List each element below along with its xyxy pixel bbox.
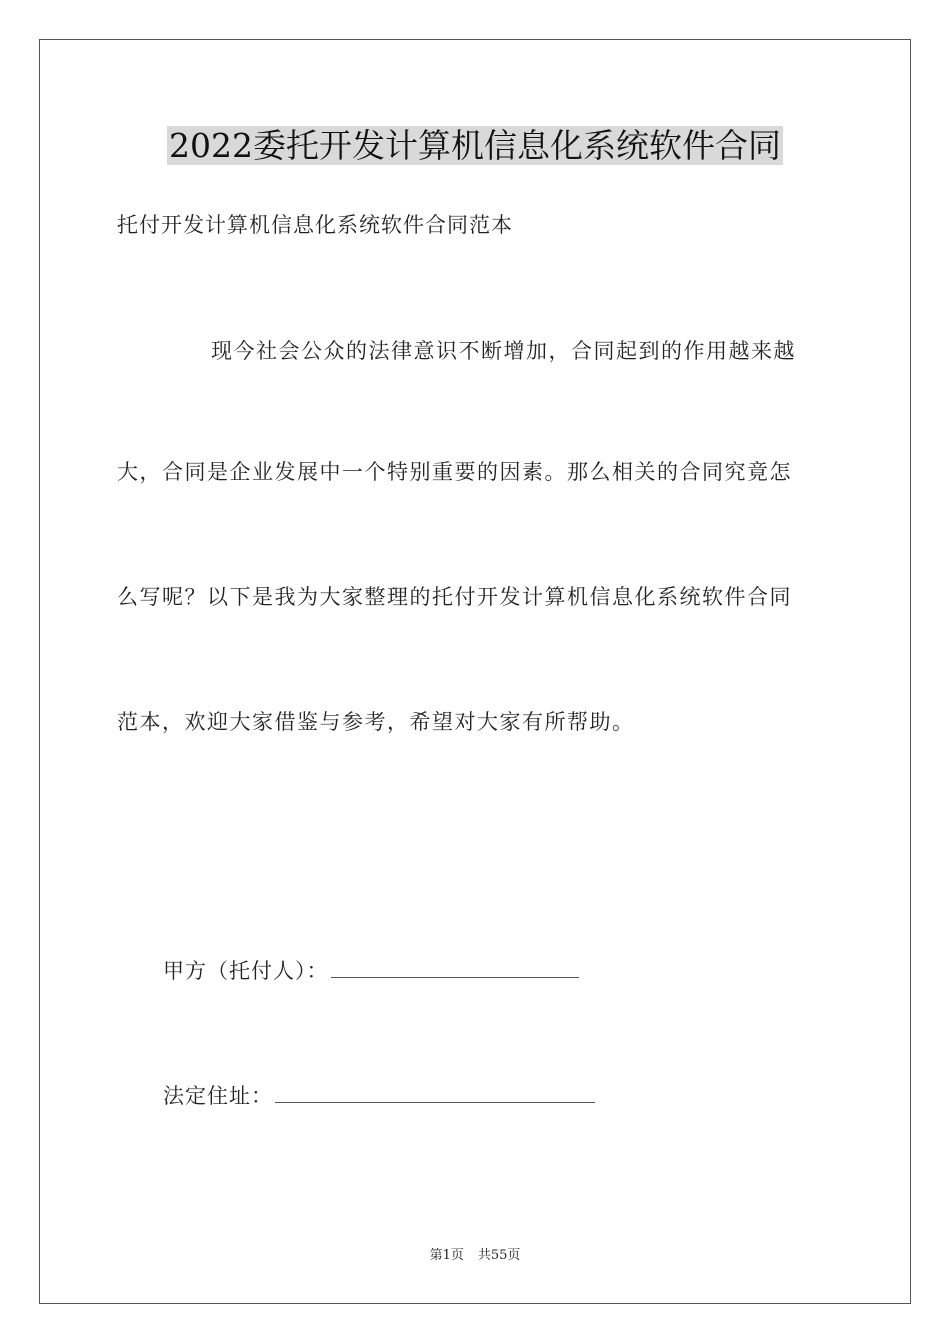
address-field	[163, 1080, 595, 1112]
page-footer	[0, 1247, 950, 1265]
intro-line-3: 么写呢？以下是我为大家整理的托付开发计算机信息化系统软件合同	[117, 585, 792, 609]
document-subtitle: 托付开发计算机信息化系统软件合同范本	[117, 213, 513, 237]
party-a-blank	[331, 955, 579, 978]
intro-line-2: 大，合同是企业发展中一个特别重要的因素。那么相关的合同究竟怎	[117, 460, 792, 484]
page-number: 第1页	[429, 1248, 464, 1263]
document-title	[0, 122, 950, 170]
party-a-field	[163, 955, 579, 987]
party-a-label: 甲方（托付人）：	[163, 959, 329, 983]
address-label: 法定住址：	[163, 1084, 273, 1108]
document-title-text: 2022委托开发计算机信息化系统软件合同	[169, 126, 781, 165]
intro-line-1: 现今社会公众的法律意识不断增加，合同起到的作用越来越	[211, 339, 796, 363]
page-total: 共55页	[477, 1248, 521, 1263]
address-blank	[275, 1080, 595, 1103]
intro-line-4: 范本，欢迎大家借鉴与参考，希望对大家有所帮助。	[117, 710, 635, 734]
